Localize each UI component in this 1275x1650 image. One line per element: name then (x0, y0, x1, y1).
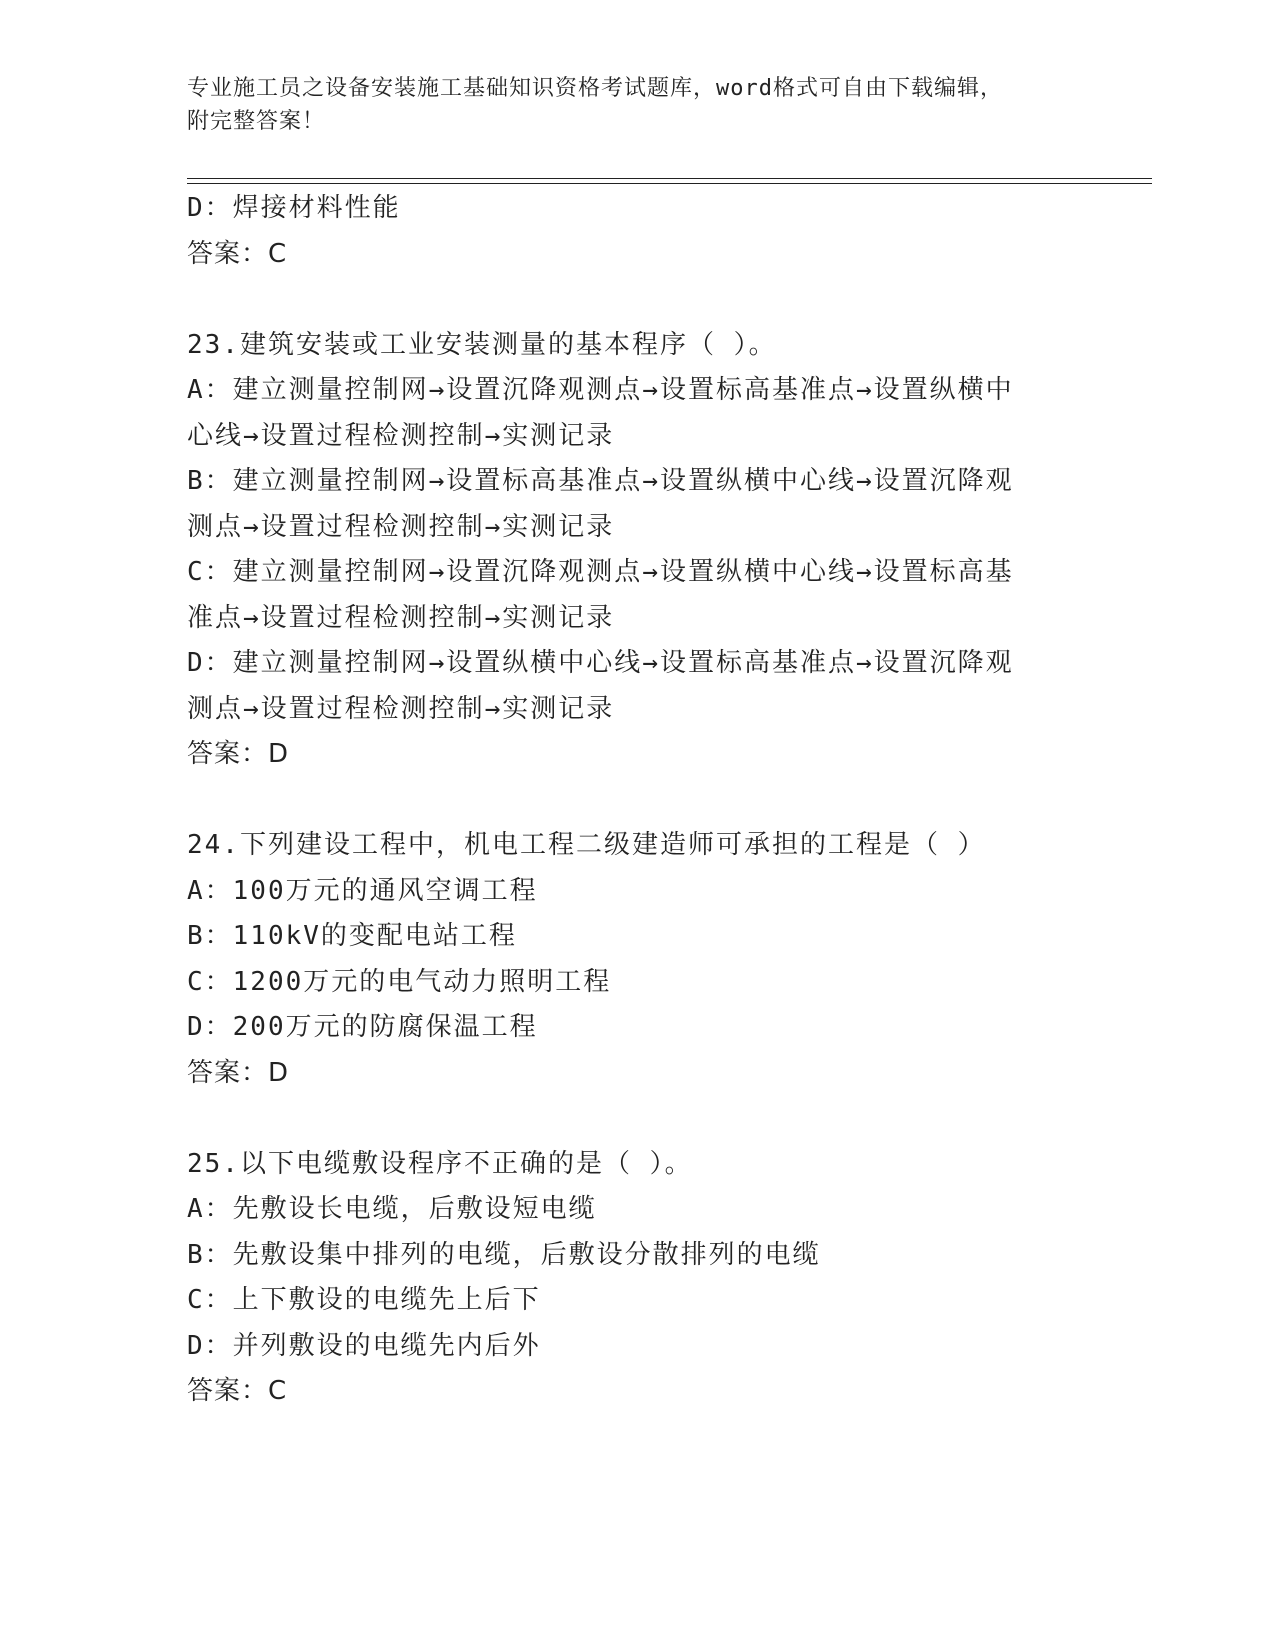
option-d: D：并列敷设的电缆先内后外 (187, 1330, 541, 1361)
question-spacer (187, 277, 1087, 323)
question-stem: 24.下列建设工程中，机电工程二级建造师可承担的工程是（ ） (187, 830, 986, 860)
header-divider-top (187, 178, 1152, 179)
previous-question-tail (187, 186, 1087, 277)
question-stem: 23.建筑安装或工业安装测量的基本程序（ ）。 (187, 329, 777, 360)
option-a: A：100万元的通风空调工程 (187, 875, 538, 906)
option-a-line-1: A：建立测量控制网→设置沉降观测点→设置标高基准点→设置纵横中 (187, 375, 1014, 405)
answer-line: 答案：C (187, 1376, 288, 1406)
option-b-line-2: 测点→设置过程检测控制→实测记录 (187, 511, 615, 542)
option-c-line-1: C：建立测量控制网→设置沉降观测点→设置纵横中心线→设置标高基 (187, 557, 1014, 587)
answer-line: 答案：C (187, 238, 288, 269)
question-23 (187, 323, 1087, 778)
option-d-line-2: 测点→设置过程检测控制→实测记录 (187, 693, 615, 724)
answer-line: 答案：D (187, 739, 290, 769)
option-c-line-2: 准点→设置过程检测控制→实测记录 (187, 602, 615, 633)
header-divider-bottom (187, 183, 1152, 184)
option-d-line-1: D：建立测量控制网→设置纵横中心线→设置标高基准点→设置沉降观 (187, 648, 1014, 678)
question-spacer (187, 1096, 1087, 1142)
option-b-line-1: B：建立测量控制网→设置标高基准点→设置纵横中心线→设置沉降观 (187, 466, 1014, 496)
option-a: A：先敷设长电缆，后敷设短电缆 (187, 1194, 597, 1224)
question-25 (187, 1142, 1087, 1415)
option-c: C：上下敷设的电缆先上后下 (187, 1285, 541, 1315)
document-header (187, 72, 1087, 138)
question-spacer (187, 778, 1087, 824)
option-d: D：焊接材料性能 (187, 193, 401, 223)
option-a-line-2: 心线→设置过程检测控制→实测记录 (187, 420, 615, 451)
question-content (187, 186, 1087, 1415)
option-c: C：1200万元的电气动力照明工程 (187, 966, 612, 997)
header-line-2: 附完整答案！ (187, 109, 326, 134)
option-d: D：200万元的防腐保温工程 (187, 1012, 538, 1042)
option-b: B：先敷设集中排列的电缆，后敷设分散排列的电缆 (187, 1239, 821, 1270)
question-24 (187, 823, 1087, 1096)
answer-line: 答案：D (187, 1057, 290, 1088)
question-stem: 25.以下电缆敷设程序不正确的是（ ）。 (187, 1148, 693, 1179)
header-line-1: 专业施工员之设备安装施工基础知识资格考试题库，word格式可自由下载编辑， (187, 76, 1003, 101)
option-b: B：110kV的变配电站工程 (187, 921, 517, 951)
